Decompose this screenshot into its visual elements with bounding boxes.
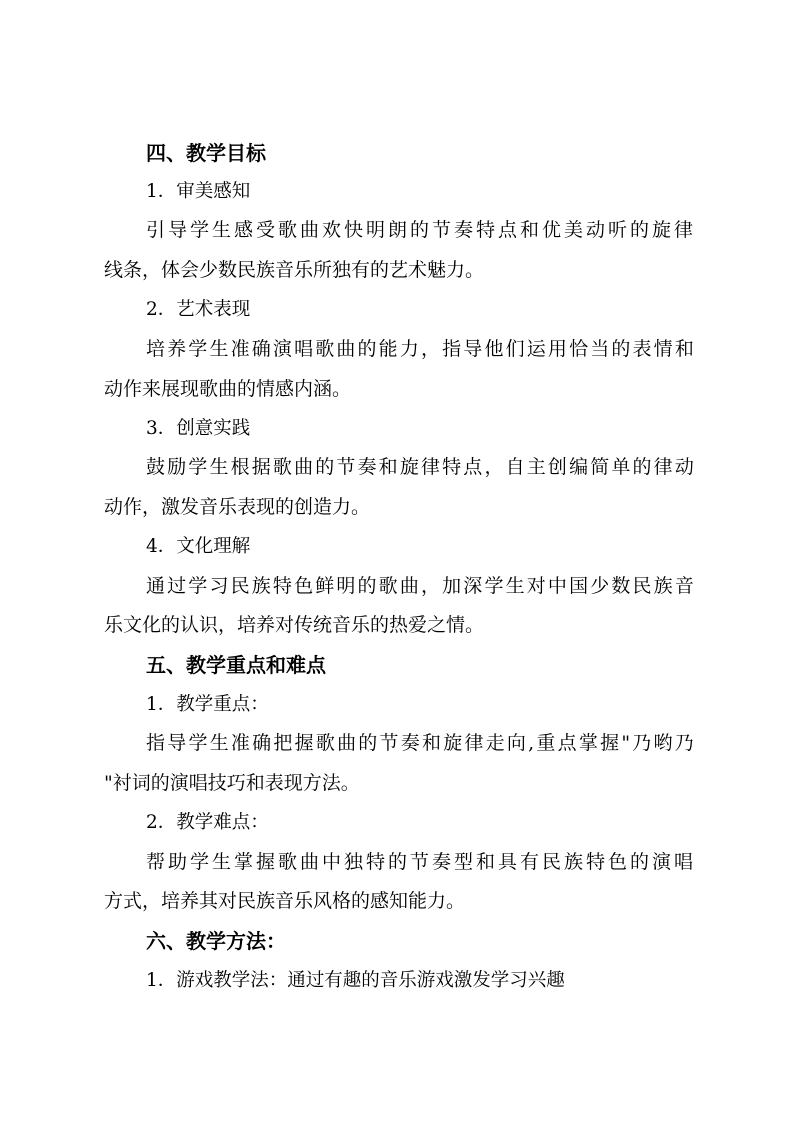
paragraph-line: 培养学生准确演唱歌曲的能力，指导他们运用恰当的表情和: [146, 338, 696, 360]
paragraph-line: 动作来展现歌曲的情感内涵。: [104, 378, 352, 400]
item-title-keypoint: 1．教学重点：: [146, 694, 269, 715]
section-heading-methods: 六、教学方法：: [146, 929, 286, 953]
paragraph-line: 乐文化的认识，培养对传统音乐的热爱之情。: [104, 614, 485, 636]
item-title-difficulty: 2．教学难点：: [146, 812, 269, 833]
paragraph-line: "衬词的演唱技巧和表现方法。: [104, 772, 360, 794]
item-title-aesthetic: 1．审美感知: [146, 181, 251, 202]
paragraph-line: 动作，激发音乐表现的创造力。: [104, 496, 371, 518]
section-heading-keypoints: 五、教学重点和难点: [146, 653, 326, 677]
paragraph-line: 帮助学生掌握歌曲中独特的节奏型和具有民族特色的演唱: [146, 851, 696, 873]
paragraph-line: 通过学习民族特色鲜明的歌曲，加深学生对中国少数民族音: [146, 575, 696, 597]
paragraph-line: 方式，培养其对民族音乐风格的感知能力。: [104, 890, 466, 912]
paragraph-line: 引导学生感受歌曲欢快明朗的节奏特点和优美动听的旋律: [146, 219, 696, 241]
item-title-artistic: 2．艺术表现: [146, 299, 251, 320]
item-title-game-method: 1．游戏教学法：通过有趣的音乐游戏激发学习兴趣: [146, 970, 565, 991]
paragraph-line: 鼓励学生根据歌曲的节奏和旋律特点，自主创编简单的律动: [146, 456, 696, 478]
item-title-creative: 3．创意实践: [146, 418, 251, 439]
paragraph-line: 线条，体会少数民族音乐所独有的艺术魅力。: [104, 259, 485, 281]
section-heading-objectives: 四、教学目标: [146, 141, 266, 165]
paragraph-line: 指导学生准确把握歌曲的节奏和旋律走向,重点掌握"乃哟乃: [146, 732, 696, 754]
item-title-cultural: 4．文化理解: [146, 536, 251, 557]
